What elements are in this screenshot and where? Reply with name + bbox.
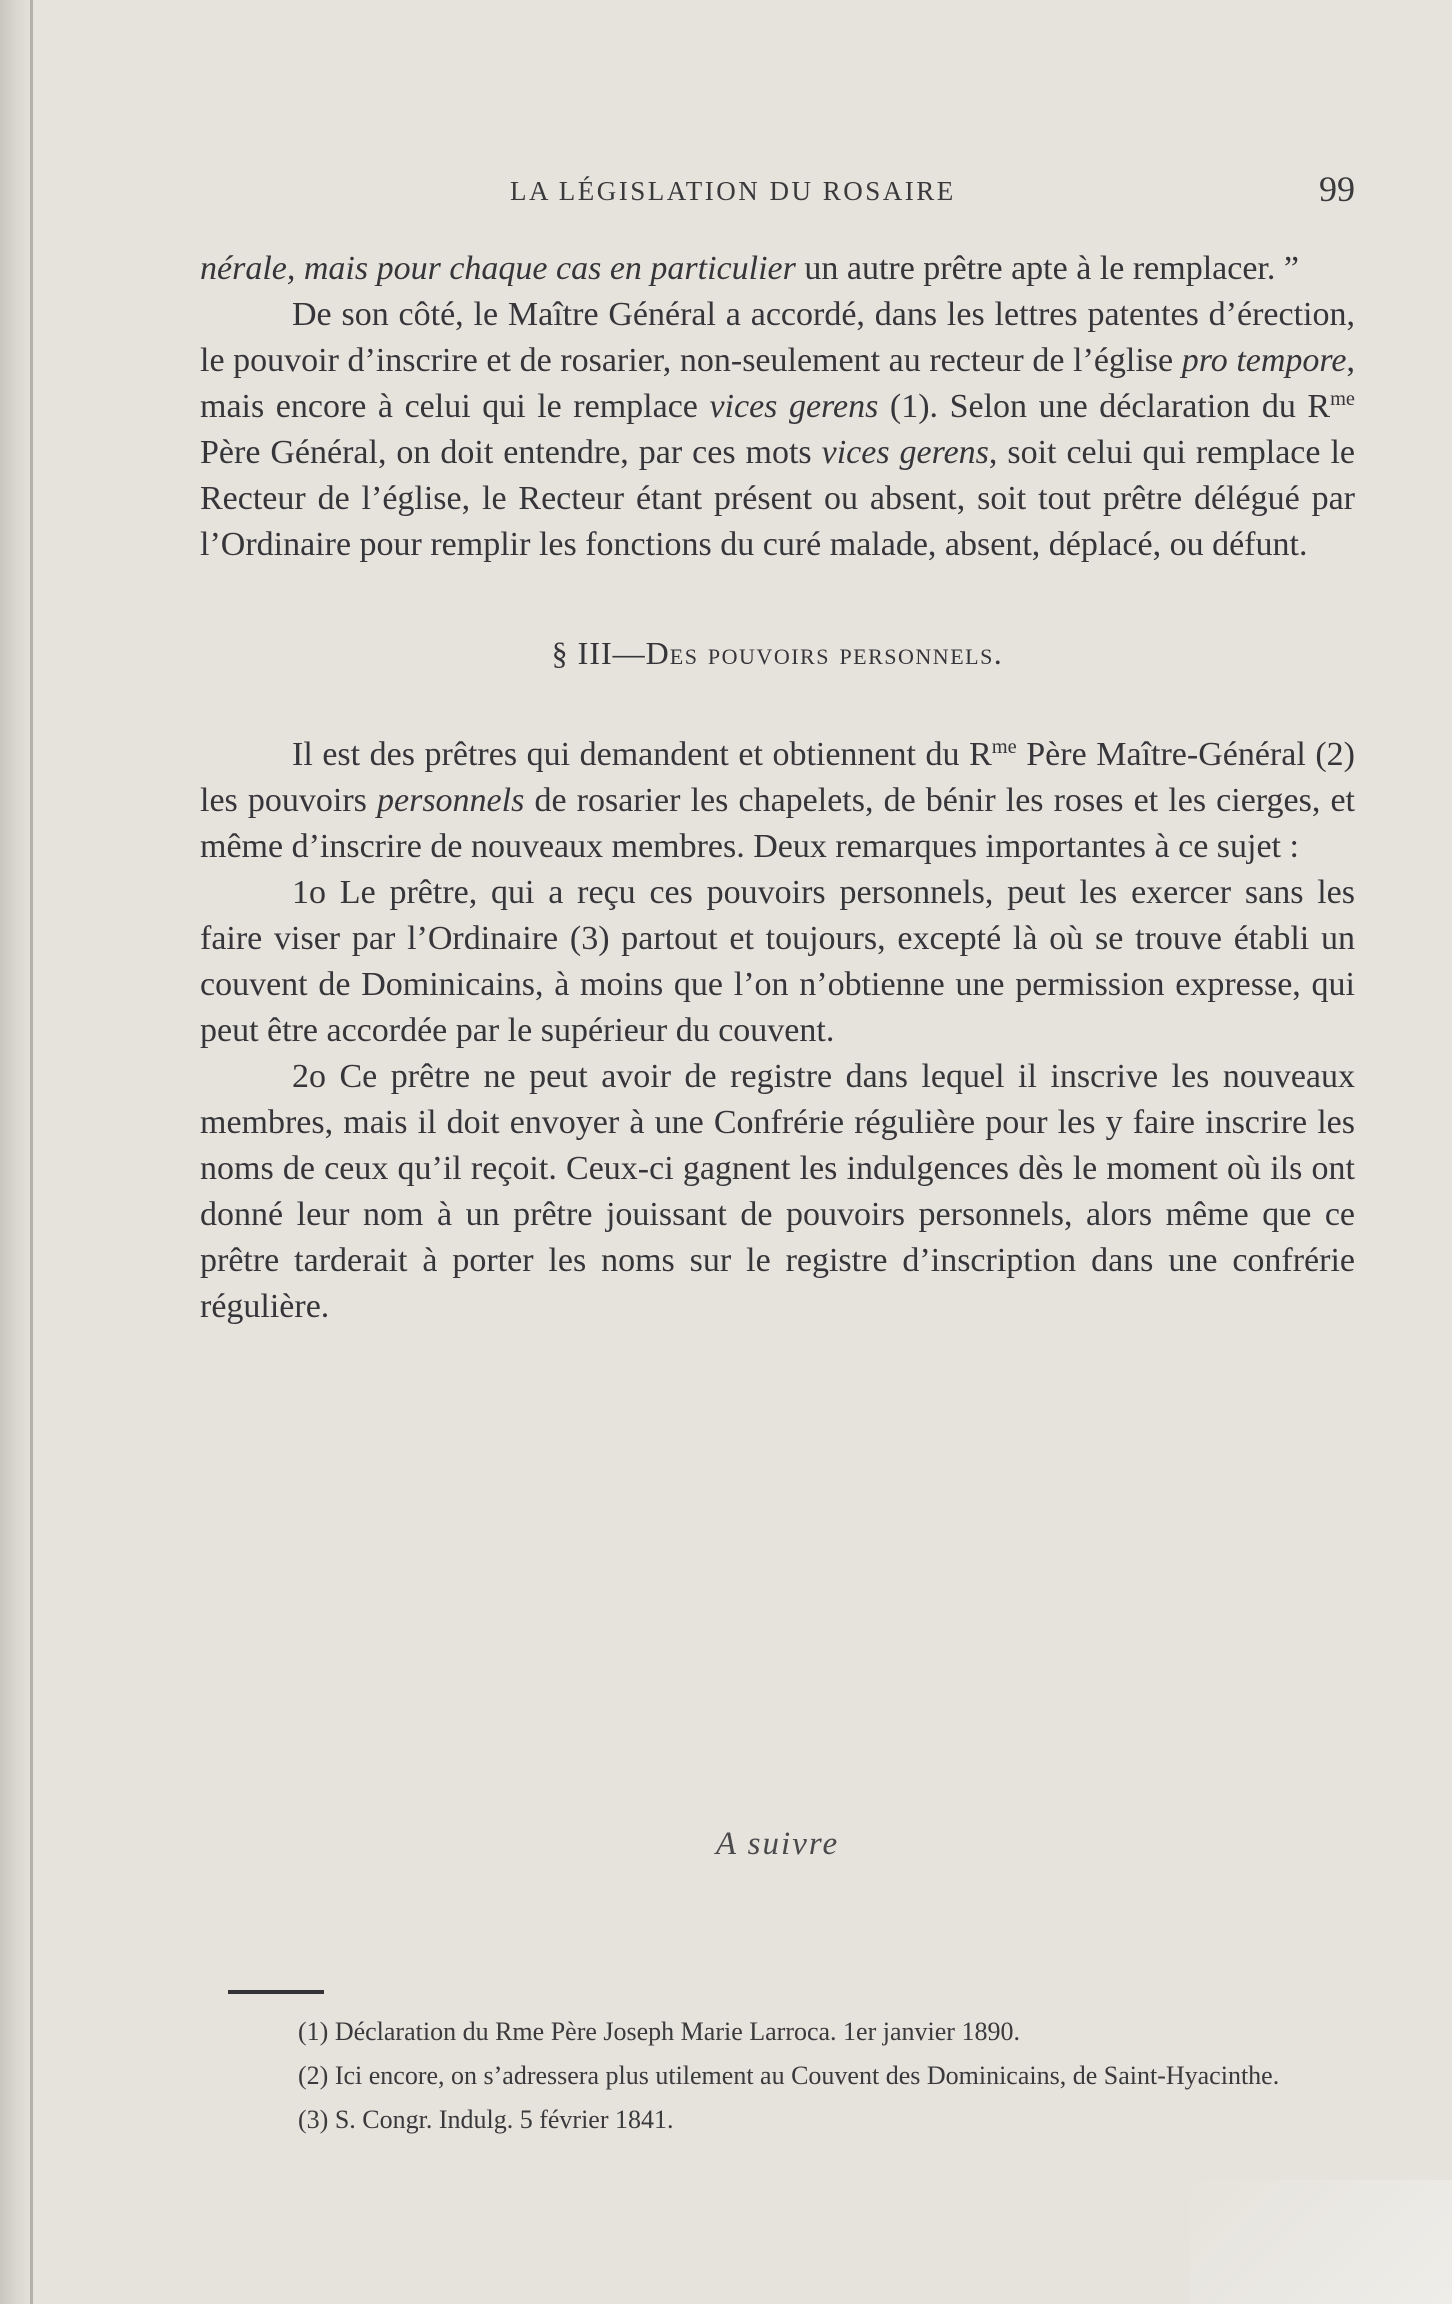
footnote-1: (1) Déclaration du Rme Père Joseph Marie Larroca. 1er janvier 1890.	[298, 2017, 1020, 2046]
main-text	[200, 246, 1355, 1330]
page-corner-highlight	[1190, 2180, 1452, 2304]
paragraph-text: De son côté, le Maître Général a accordé, dans les lettres patentes d’érection, le pouvoir d’inscrire et de rosarier, non-seulement au recteur de l’église	[200, 296, 1355, 379]
section-title: es pouvoirs personnels.	[669, 635, 1004, 671]
book-spine-shadow	[0, 0, 34, 2304]
paragraph-remark-1: 1o Le prêtre, qui a reçu ces pouvoirs personnels, peut les exercer sans les faire viser par l’Ordinaire (3) partout et toujours, excepté là où se trouve établi un couvent de Dominicains, à moins que l’on n’obtienne une permission expresse, qui peut être accordée par le supérieur du couvent.	[200, 874, 1355, 1049]
superscript: me	[1330, 387, 1355, 410]
paragraph-text: de rosarier les chapelets, de bénir les roses et les cierges, et même d’inscrire de nouveaux membres. Deux remarques importantes à ce sujet :	[200, 782, 1355, 865]
italic-phrase: pro tempore	[1181, 342, 1347, 379]
paragraph-text: un autre prêtre apte à le remplacer. ”	[795, 250, 1299, 287]
paragraph-text: , mais encore à celui qui le remplace	[200, 342, 1355, 425]
footnote-divider	[228, 1990, 324, 1994]
superscript: me	[991, 735, 1017, 758]
book-gutter-line	[30, 0, 33, 2304]
footnote-3: (3) S. Congr. Indulg. 5 février 1841.	[298, 2105, 674, 2134]
paragraph-text: Père Maître-Général (2) les pouvoirs	[200, 736, 1355, 819]
italic-phrase: vices gerens	[821, 434, 989, 471]
footnotes	[226, 2010, 1386, 2142]
paragraph-text: , soit celui qui remplace le Recteur de l’église, le Recteur étant présent ou absent, soit tout prêtre délégué par l’Ordinaire pour remplir les fonctions du curé malade, absent, déplacé, ou défunt.	[200, 434, 1355, 563]
paragraph-continuation	[200, 246, 1355, 292]
paragraph-remark-2: 2o Ce prêtre ne peut avoir de registre dans lequel il inscrive les nouveaux membres, mais il doit envoyer à une Confrérie régulière pour les y faire inscrire les noms de ceux qu’il reçoit. Ceux-ci gagnent les indulgences dès le moment où ils ont donné leur nom à un prêtre jouissant de pouvoirs personnels, alors même que ce prêtre tarderait à porter les noms sur le registre d’inscription dans une confrérie régulière.	[200, 1058, 1355, 1325]
section-mark: § III—D	[551, 635, 670, 671]
italic-phrase: nérale, mais pour chaque cas en particulier	[200, 250, 796, 287]
paragraph-vices-gerens	[200, 292, 1355, 568]
running-header	[200, 168, 1355, 218]
paragraph-text: Il est des prêtres qui demandent et obtiennent du R	[292, 736, 992, 773]
section-heading	[200, 630, 1355, 676]
paragraph-text: Père Général, on doit entendre, par ces mots	[200, 434, 822, 471]
paragraph-personal-powers	[200, 732, 1355, 870]
paragraph-text: (1). Selon une déclaration du R	[878, 388, 1331, 425]
to-be-continued: A suivre	[715, 1826, 840, 1862]
running-title: LA LÉGISLATION DU ROSAIRE	[510, 176, 956, 206]
italic-phrase: personnels	[377, 782, 525, 819]
page-number: 99	[1319, 169, 1355, 209]
footnote-2: (2) Ici encore, on s’adressera plus utilement au Couvent des Dominicains, de Saint-Hyacinthe.	[298, 2061, 1280, 2090]
italic-phrase: vices gerens	[709, 388, 879, 425]
